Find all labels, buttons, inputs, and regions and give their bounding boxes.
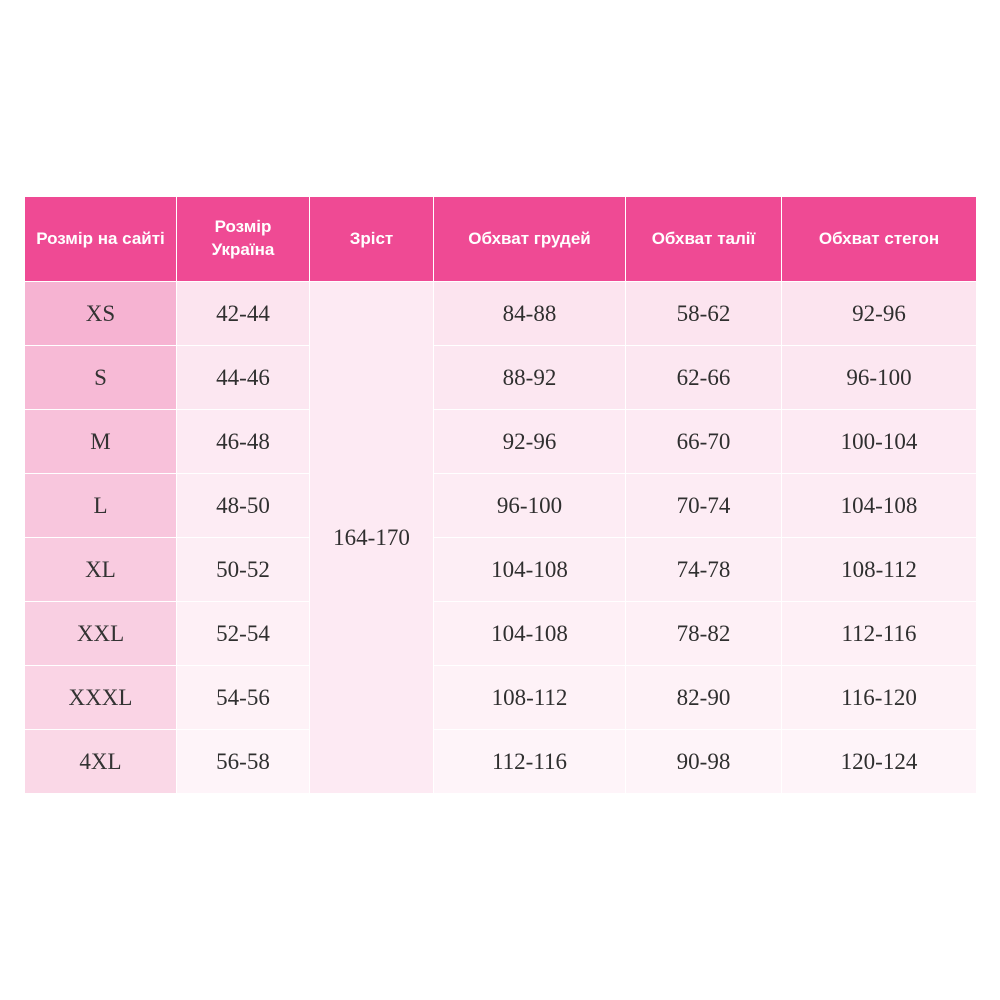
cell-ua-size: 48-50 — [177, 474, 310, 538]
table-row — [25, 602, 977, 666]
cell-waist: 82-90 — [626, 666, 782, 730]
table-row — [25, 730, 977, 794]
cell-ua-size: 56-58 — [177, 730, 310, 794]
cell-chest: 88-92 — [434, 346, 626, 410]
header-height: Зріст — [310, 197, 434, 282]
table-header — [25, 197, 977, 282]
cell-chest: 104-108 — [434, 538, 626, 602]
cell-hips: 96-100 — [782, 346, 977, 410]
cell-hips: 92-96 — [782, 282, 977, 346]
header-chest: Обхват грудей — [434, 197, 626, 282]
cell-ua-size: 50-52 — [177, 538, 310, 602]
cell-ua-size: 54-56 — [177, 666, 310, 730]
header-row — [25, 197, 977, 282]
table-row — [25, 410, 977, 474]
header-site-size: Розмір на сайті — [25, 197, 177, 282]
header-hips: Обхват стегон — [782, 197, 977, 282]
cell-waist: 70-74 — [626, 474, 782, 538]
cell-waist: 66-70 — [626, 410, 782, 474]
header-waist: Обхват талії — [626, 197, 782, 282]
cell-site-size: M — [25, 410, 177, 474]
cell-site-size: S — [25, 346, 177, 410]
size-chart — [24, 196, 976, 794]
cell-height: 164-170 — [310, 282, 434, 794]
cell-site-size: XL — [25, 538, 177, 602]
cell-chest: 112-116 — [434, 730, 626, 794]
cell-site-size: XS — [25, 282, 177, 346]
cell-chest: 104-108 — [434, 602, 626, 666]
cell-site-size: XXL — [25, 602, 177, 666]
cell-waist: 78-82 — [626, 602, 782, 666]
cell-chest: 108-112 — [434, 666, 626, 730]
cell-chest: 96-100 — [434, 474, 626, 538]
cell-waist: 90-98 — [626, 730, 782, 794]
cell-ua-size: 52-54 — [177, 602, 310, 666]
cell-hips: 112-116 — [782, 602, 977, 666]
cell-hips: 108-112 — [782, 538, 977, 602]
cell-hips: 104-108 — [782, 474, 977, 538]
cell-hips: 100-104 — [782, 410, 977, 474]
table-row — [25, 474, 977, 538]
cell-site-size: L — [25, 474, 177, 538]
table-row — [25, 538, 977, 602]
cell-chest: 92-96 — [434, 410, 626, 474]
cell-ua-size: 46-48 — [177, 410, 310, 474]
cell-ua-size: 42-44 — [177, 282, 310, 346]
cell-site-size: 4XL — [25, 730, 177, 794]
table-row — [25, 666, 977, 730]
cell-site-size: XXXL — [25, 666, 177, 730]
cell-hips: 116-120 — [782, 666, 977, 730]
size-table — [24, 196, 977, 794]
table-row — [25, 346, 977, 410]
table-body — [25, 282, 977, 794]
header-ua-size: Розмір Україна — [177, 197, 310, 282]
cell-waist: 74-78 — [626, 538, 782, 602]
cell-ua-size: 44-46 — [177, 346, 310, 410]
cell-chest: 84-88 — [434, 282, 626, 346]
cell-hips: 120-124 — [782, 730, 977, 794]
table-row — [25, 282, 977, 346]
cell-waist: 58-62 — [626, 282, 782, 346]
cell-waist: 62-66 — [626, 346, 782, 410]
